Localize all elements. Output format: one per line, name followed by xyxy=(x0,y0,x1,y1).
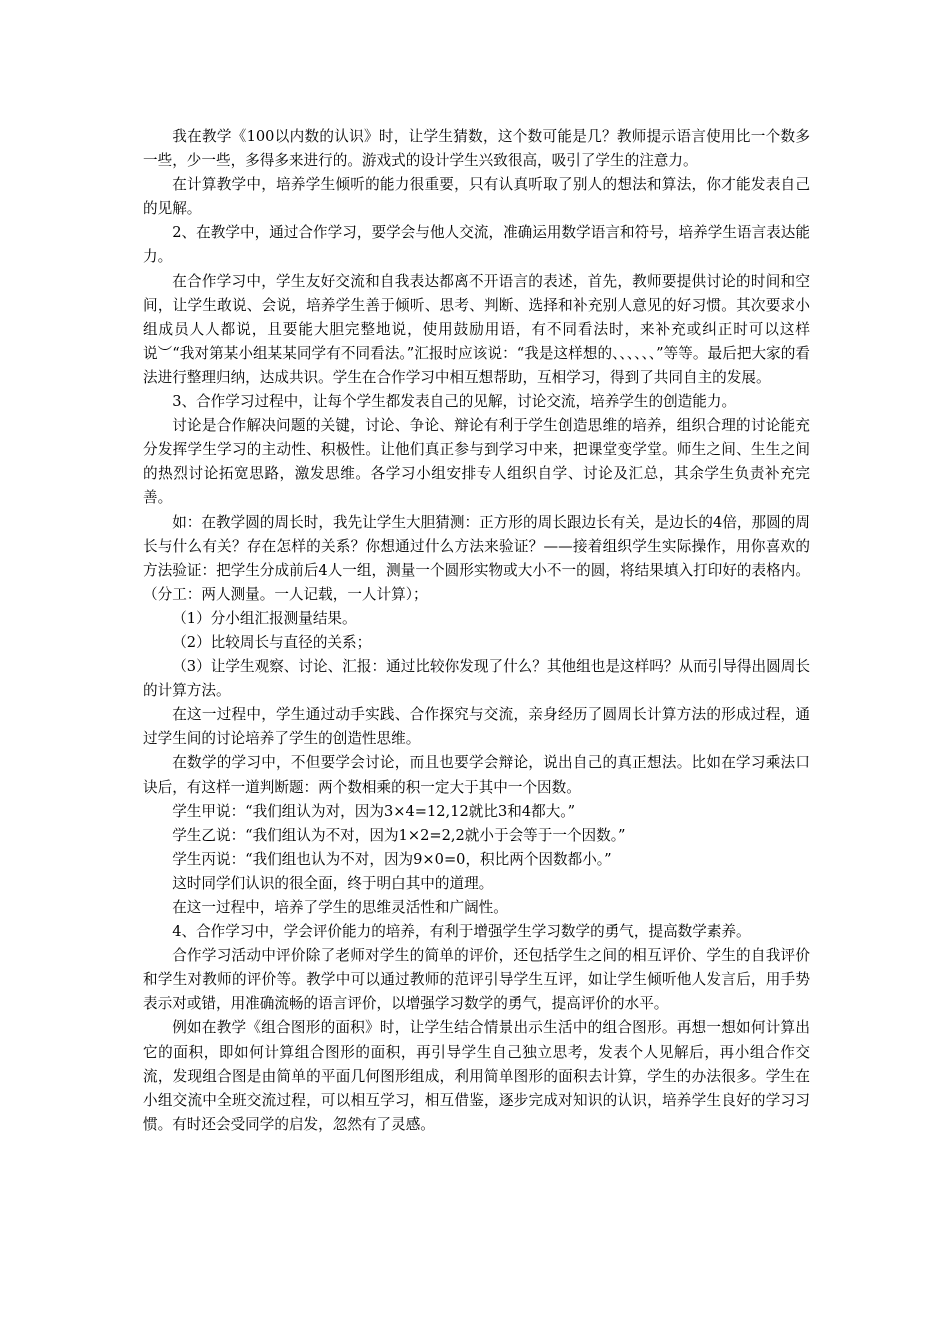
paragraph: 这时同学们认识的很全面，终于明白其中的道理。 xyxy=(172,874,494,892)
document-body xyxy=(143,125,810,1137)
section-heading-3: 3、合作学习过程中，让每个学生都发表自己的见解，讨论交流，培养学生的创造能力。 xyxy=(172,393,737,411)
list-item: （2）比较周长与直径的关系； xyxy=(172,633,372,651)
list-item: （1）分小组汇报测量结果。 xyxy=(172,609,357,627)
paragraph: 在合作学习中，学生友好交流和自我表达都离不开语言的表述，首先，教师要提供讨论的时间和空间，让学生敢说、会说，培养学生善于倾听、思考、判断、选择和补充别人意见的好习惯。其次要求小组成员人人都说，且要能大胆完整地说，使用鼓励用语，有不同看法时，来补充或纠正时可以这样说︶“我对第某小组某某同学有不同看法。”汇报时应该说：“我是这样想的、、、、、、”等等。最后把大家的看法进行整理归纳，达成共识。学生在合作学习中相互想帮助，互相学习，得到了共同自主的发展。 xyxy=(143,272,810,386)
paragraph: 例如在教学《组合图形的面积》时，让学生结合情景出示生活中的组合图形。再想一想如何计算出它的面积，即如何计算组合图形的面积，再引导学生自己独立思考，发表个人见解后，再小组合作交流，发现组合图是由简单的平面几何图形组成，利用简单图形的面积去计算，学生的办法很多。学生在小组交流中全班交流过程，可以相互学习，相互借鉴，逐步完成对知识的认识，培养学生良好的学习习惯。有时还会受同学的启发，忽然有了灵感。 xyxy=(143,1019,810,1133)
paragraph: 在数学的学习中，不但要学会讨论，而且也要学会辩论，说出自己的真正想法。比如在学习乘法口诀后，有这样一道判断题：两个数相乘的积一定大于其中一个因数。 xyxy=(143,754,810,796)
section-heading-4: 4、合作学习中，学会评价能力的培养，有利于增强学生学习数学的勇气，提高数学素养。 xyxy=(172,923,751,941)
paragraph: 讨论是合作解决问题的关键，讨论、争论、辩论有利于学生创造思维的培养，组织合理的讨论能充分发挥学生学习的主动性、积极性。让他们真正参与到学习中来，把课堂变学堂。师生之间、生生之间的热烈讨论拓宽思路，激发思维。各学习小组安排专人组织自学、讨论及汇总，其余学生负责补充完善。 xyxy=(143,417,810,507)
quote-line: 学生乙说：“我们组认为不对，因为1×2=2,2就小于会等于一个因数。” xyxy=(172,826,626,844)
quote-line: 学生丙说：“我们组也认为不对，因为9×0=0，积比两个因数都小。” xyxy=(172,850,612,868)
paragraph: 在这一过程中，培养了学生的思维灵活性和广阔性。 xyxy=(172,899,508,916)
quote-line: 学生甲说：“我们组认为对，因为3×4=12,12就比3和4都大。” xyxy=(172,802,576,820)
paragraph: 我在教学《100以内数的认识》时，让学生猜数，这个数可能是几？教师提示语言使用比一个数多一些，少一些，多得多来进行的。游戏式的设计学生兴致很高，吸引了学生的注意力。 xyxy=(143,128,810,170)
paragraph: 如：在教学圆的周长时，我先让学生大胆猜测：正方形的周长跟边长有关，是边长的4倍，那圆的周长与什么有关？存在怎样的关系？你想通过什么方法来验证？——接着组织学生实际操作，用你喜欢的方法验证：把学生分成前后4人一组，测量一个圆形实物或大小不一的圆，将结果填入打印好的表格内。（分工：两人测量。一人记载，一人计算）； xyxy=(143,513,810,603)
paragraph: 在计算教学中，培养学生倾听的能力很重要，只有认真听取了别人的想法和算法，你才能发表自己的见解。 xyxy=(143,176,810,218)
paragraph: 在这一过程中，学生通过动手实践、合作探究与交流，亲身经历了圆周长计算方法的形成过程，通过学生间的讨论培养了学生的创造性思维。 xyxy=(143,706,810,748)
paragraph: 合作学习活动中评价除了老师对学生的简单的评价，还包括学生之间的相互评价、学生的自我评价和学生对教师的评价等。教学中可以通过教师的范评引导学生互评，如让学生倾听他人发言后，用手势表示对或错，用准确流畅的语言评价，以增强学习数学的勇气，提高评价的水平。 xyxy=(143,947,810,1013)
list-item: （3）让学生观察、讨论、汇报：通过比较你发现了什么？其他组也是这样吗？从而引导得出圆周长的计算方法。 xyxy=(143,658,810,700)
section-heading-2: 2、在教学中，通过合作学习，要学会与他人交流，准确运用数学语言和符号，培养学生语言表达能力。 xyxy=(143,224,810,266)
